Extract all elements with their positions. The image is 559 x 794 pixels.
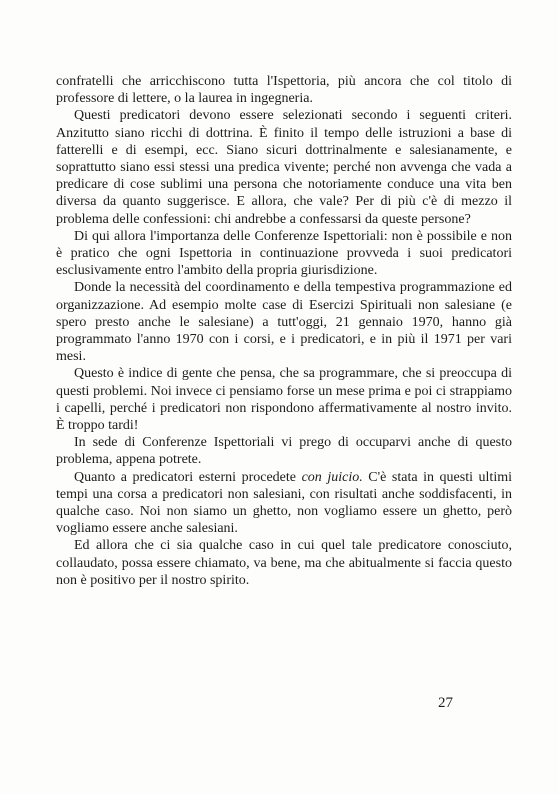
- paragraph-conferences: Di qui allora l'importanza delle Conferenze Ispettoriali: non è possibile e non è pratico che ogni Ispettoria in continuazione provveda i suoi predicatori esclusivamente entro l'ambito della propria giurisdizione.: [56, 228, 512, 279]
- paragraph-conclusion: Ed allora che ci sia qualche caso in cui quel tale predicatore conosciuto, collaudato, possa essere chiamato, va bene, ma che abitualmente si faccia questo non è positivo per il nostro spirito.: [56, 538, 512, 588]
- paragraph-continuation: confratelli che arricchiscono tutta l'Ispettoria, più ancora che col titolo di professore di lettere, o la laurea in ingegneria.: [56, 74, 512, 107]
- paragraph-request: In sede di Conferenze Ispettoriali vi prego di occuparvi anche di questo problema, appena potrete.: [56, 435, 512, 468]
- italic-phrase: con juicio.: [301, 469, 363, 485]
- paragraph-external-preachers-start: Quanto a predicatori esterni procedete: [74, 469, 302, 485]
- paragraph-external-preachers: [56, 469, 512, 538]
- paragraph-planning: Questo è indice di gente che pensa, che sa programmare, che si preoccupa di questi problemi. Noi invece ci pensiamo forse un mese prima e poi ci strappiamo i capelli, perché i predicatori non rispondono affermativamente al nostro invito. È troppo tardi!: [56, 366, 512, 434]
- paragraph-coordination: Donde la necessità del coordinamento e della tempestiva programmazione ed organizzazione. Ad esempio molte case di Esercizi Spirituali non salesiane (e spero presto anche le salesiane) a tutt'oggi, 21 gennaio 1970, hanno già programmato l'anno 1970 con i corsi, e i predicatori, e in più il 1971 per vari mesi.: [56, 280, 512, 365]
- paragraph-external-preachers-end: C'è stata in questi ultimi tempi una corsa a predicatori non salesiani, con risultati anche soddisfacenti, in qualche caso. Noi non siamo un ghetto, non vogliamo essere un ghetto, però vogliamo essere anche salesiani.: [56, 469, 512, 537]
- paragraph-selection-criteria: Questi predicatori devono essere selezionati secondo i seguenti criteri. Anzitutto siano ricchi di dottrina. È finito il tempo delle istruzioni a base di fatterelli e di esempi, ecc. Siano sicuri dottrinalmente e salesianamente, e soprattutto siano essi stessi una predica vivente; perché non avvenga che vada a predicare di cose sublimi una persona che notoriamente conduce una vita ben diversa da quanto suggerisce. E allora, che vale? Per di più c'è di mezzo il problema delle confessioni: chi andrebbe a confessarsi da queste persone?: [56, 108, 512, 227]
- body-text: [56, 73, 512, 589]
- page-number: 27: [438, 695, 453, 711]
